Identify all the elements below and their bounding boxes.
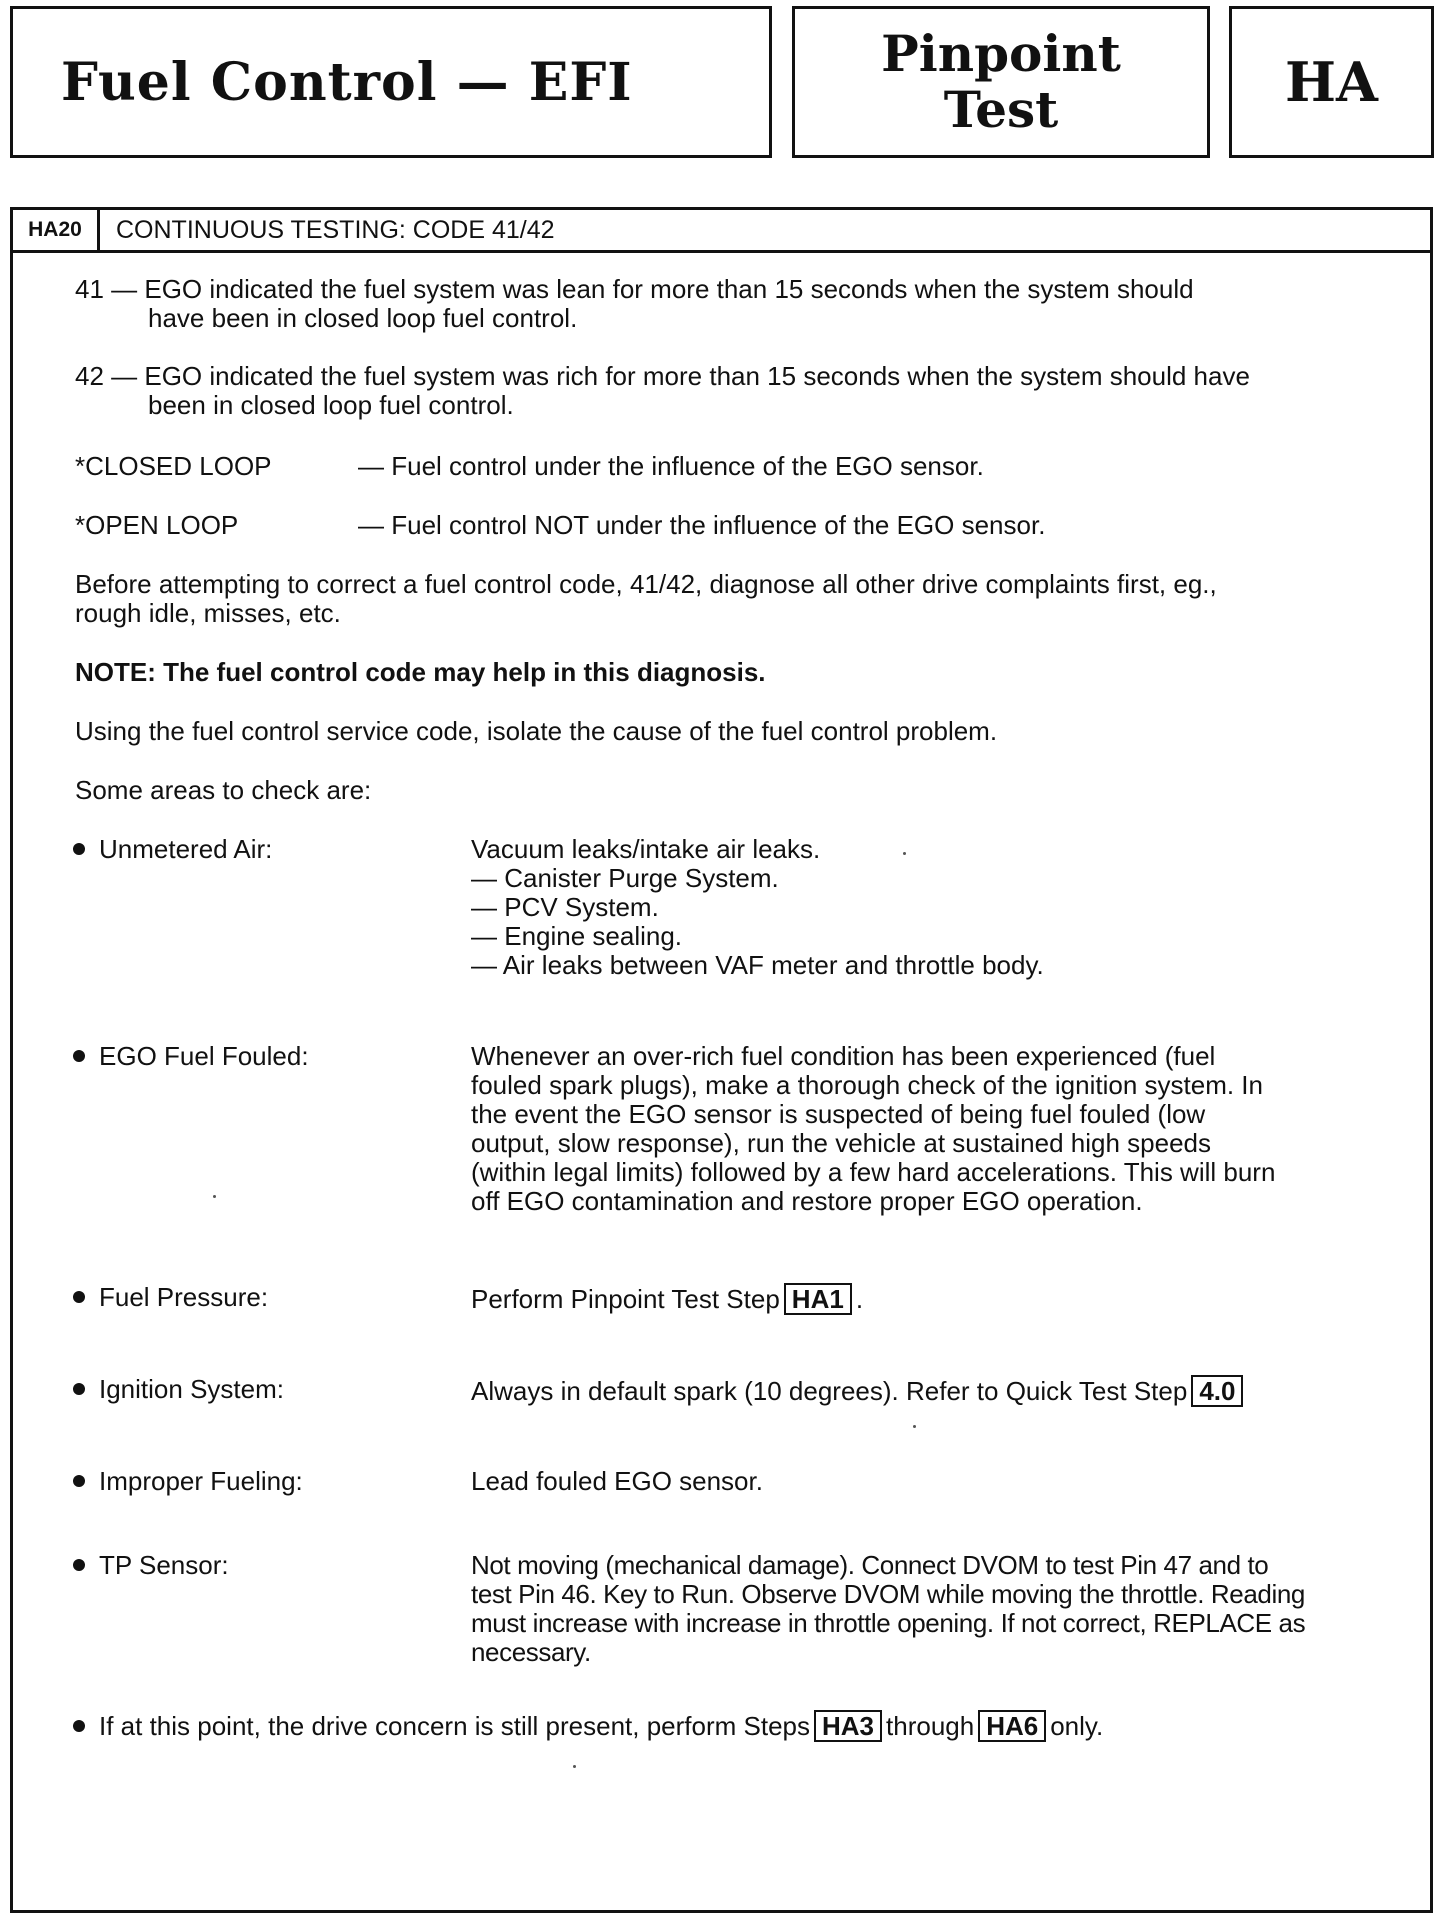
detail-line: off EGO contamination and restore proper EGO operation.: [471, 1186, 1143, 1216]
step-panel: [10, 207, 1433, 1913]
open-loop-term: *OPEN LOOP: [75, 510, 239, 540]
detail-text: Perform Pinpoint Test Step: [471, 1284, 780, 1314]
step-ref-ha6[interactable]: HA6: [978, 1710, 1046, 1742]
check-label: TP Sensor:: [99, 1550, 229, 1580]
check-tp-sensor: [73, 1551, 229, 1580]
detail-line: the event the EGO sensor is suspected of being fuel fouled (low: [471, 1099, 1206, 1129]
bullet-icon: [73, 1050, 85, 1062]
detail-line: — PCV System.: [471, 892, 659, 922]
step-ref-4-0[interactable]: 4.0: [1191, 1375, 1243, 1407]
code-41-line1: 41 — EGO indicated the fuel system was lean for more than 15 seconds when the system should: [75, 274, 1194, 304]
detail-line: Lead fouled EGO sensor.: [471, 1466, 763, 1496]
check-fuel-pressure: [73, 1283, 268, 1312]
scan-speck: [903, 852, 906, 855]
closed-loop-definition: — Fuel control under the influence of the EGO sensor.: [358, 451, 984, 481]
check-label: EGO Fuel Fouled:: [99, 1041, 309, 1071]
check-ego-fuel-fouled: [73, 1042, 309, 1071]
ignition-details: [471, 1375, 1247, 1407]
document-title-text: Fuel Control — EFI: [61, 51, 633, 113]
detail-line: Vacuum leaks/intake air leaks.: [471, 834, 821, 864]
check-label: Improper Fueling:: [99, 1466, 303, 1496]
step-title: CONTINUOUS TESTING: CODE 41/42: [116, 215, 555, 244]
detail-line: — Canister Purge System.: [471, 863, 779, 893]
bullet-icon: [73, 843, 85, 855]
isolate-instruction: Using the fuel control service code, isolate the cause of the fuel control problem.: [75, 716, 998, 746]
closed-loop-term: *CLOSED LOOP: [75, 451, 272, 481]
bullet-icon: [73, 1291, 85, 1303]
test-code-box: [1229, 6, 1434, 158]
step-ref-ha3[interactable]: HA3: [814, 1710, 882, 1742]
detail-line: test Pin 46. Key to Run. Observe DVOM while moving the throttle. Reading: [471, 1579, 1305, 1609]
intro-line2: rough idle, misses, etc.: [75, 598, 341, 628]
detail-line: Not moving (mechanical damage). Connect DVOM to test Pin 47 and to: [471, 1550, 1269, 1580]
final-text: through: [886, 1711, 975, 1741]
detail-line: output, slow response), run the vehicle at sustained high speeds: [471, 1128, 1212, 1158]
fueling-details: [471, 1467, 763, 1496]
final-instruction: [73, 1710, 1103, 1742]
check-label: Ignition System:: [99, 1374, 284, 1404]
step-ref-ha1[interactable]: HA1: [784, 1283, 852, 1315]
code-42-line1: 42 — EGO indicated the fuel system was rich for more than 15 seconds when the system should have: [75, 361, 1250, 391]
open-loop-definition: — Fuel control NOT under the influence of the EGO sensor.: [358, 510, 1046, 540]
check-ignition-system: [73, 1375, 284, 1404]
intro-line1: Before attempting to correct a fuel control code, 41/42, diagnose all other drive complaints first, eg.,: [75, 569, 1217, 599]
detail-line: necessary.: [471, 1637, 591, 1667]
detail-line: Whenever an over-rich fuel condition has been experienced (fuel: [471, 1041, 1216, 1071]
code-41-description: [75, 275, 1194, 333]
detail-line: must increase with increase in throttle opening. If not correct, REPLACE as: [471, 1608, 1306, 1638]
tp-sensor-details: [471, 1551, 1305, 1667]
scan-speck: [573, 1765, 576, 1768]
bullet-icon: [73, 1559, 85, 1571]
note: NOTE: The fuel control code may help in this diagnosis.: [75, 657, 766, 687]
ego-fouled-details: [471, 1042, 1275, 1216]
detail-line: — Air leaks between VAF meter and throttle body.: [471, 950, 1044, 980]
check-unmetered-air: [73, 835, 272, 864]
test-type-box: [792, 6, 1210, 158]
test-type-line2: Test: [943, 80, 1059, 139]
bullet-icon: [73, 1475, 85, 1487]
scan-speck: [213, 1195, 216, 1198]
check-label: Fuel Pressure:: [99, 1282, 269, 1312]
check-label: Unmetered Air:: [99, 834, 273, 864]
test-code: HA: [1285, 50, 1378, 114]
detail-punct: .: [855, 1284, 864, 1314]
detail-line: fouled spark plugs), make a thorough check of the ignition system. In: [471, 1070, 1263, 1100]
unmetered-air-details: [471, 835, 1044, 980]
final-text: only.: [1050, 1711, 1104, 1741]
document-title: [10, 6, 772, 158]
step-id: HA20: [13, 210, 100, 250]
areas-heading: Some areas to check are:: [75, 775, 372, 805]
code-42-line2: been in closed loop fuel control.: [148, 390, 514, 420]
step-header: [13, 210, 1430, 253]
test-type-line1: Pinpoint: [881, 24, 1121, 83]
bullet-icon: [73, 1720, 85, 1732]
detail-text: Always in default spark (10 degrees). Refer to Quick Test Step: [471, 1376, 1188, 1406]
fuel-pressure-details: [471, 1283, 863, 1315]
check-improper-fueling: [73, 1467, 303, 1496]
code-41-line2: have been in closed loop fuel control.: [148, 303, 578, 333]
detail-line: — Engine sealing.: [471, 921, 683, 951]
bullet-icon: [73, 1383, 85, 1395]
code-42-description: [75, 362, 1250, 420]
final-text: If at this point, the drive concern is still present, perform Steps: [99, 1711, 810, 1741]
detail-line: (within legal limits) followed by a few hard accelerations. This will burn: [471, 1157, 1276, 1187]
scan-speck: [913, 1425, 916, 1428]
